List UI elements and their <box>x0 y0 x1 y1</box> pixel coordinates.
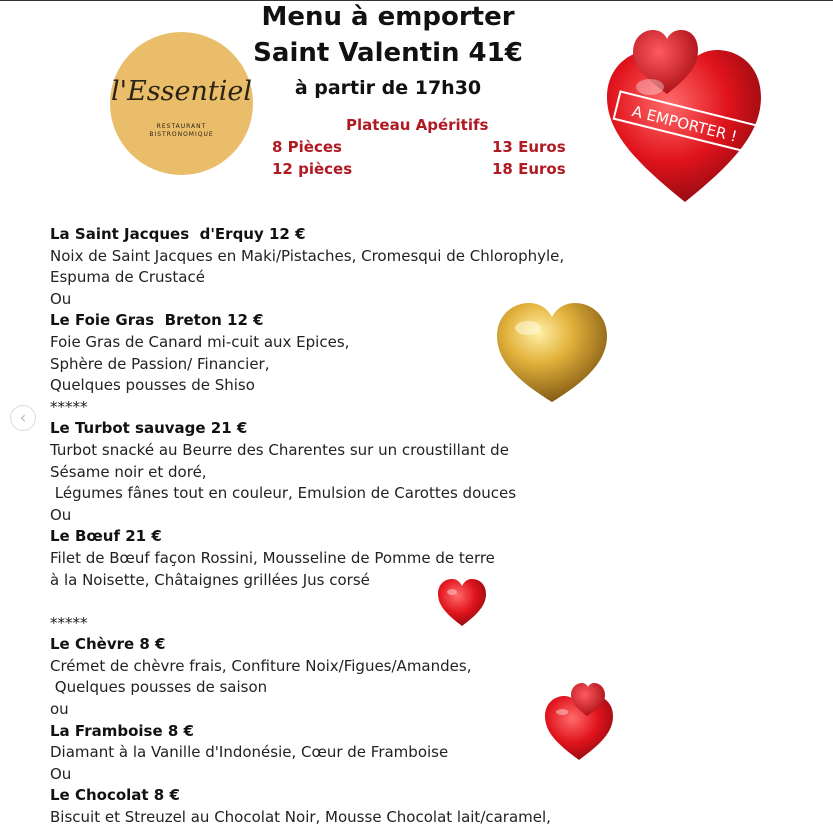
dish-title: Le Turbot sauvage 21 € <box>50 419 248 438</box>
menu-line: Ou <box>50 289 72 308</box>
menu-content <box>50 224 570 829</box>
menu-line: Foie Gras de Canard mi-cuit aux Epices, <box>50 332 350 351</box>
restaurant-logo <box>110 32 253 175</box>
menu-line: Crémet de chèvre frais, Confiture Noix/Figues/Amandes, <box>50 656 472 675</box>
menu-line: Quelques pousses de Shiso <box>50 376 255 395</box>
menu-line: Turbot snacké au Beurre des Charentes sur un croustillant de <box>50 440 509 459</box>
dish-title: Le Foie Gras Breton 12 € <box>50 311 264 330</box>
menu-line: Sphère de Passion/ Financier, <box>50 354 270 373</box>
menu-line: ou <box>50 700 69 719</box>
menu-line: Noix de Saint Jacques en Maki/Pistaches, Cromesqui de Chlorophyle, <box>50 246 565 265</box>
dish-title: Le Chèvre 8 € <box>50 635 166 654</box>
menu-line: Filet de Bœuf façon Rossini, Mousseline de Pomme de terre <box>50 548 495 567</box>
plateau-pieces-1: 8 Pièces <box>272 138 342 156</box>
plateau-pieces-2: 12 pièces <box>272 160 353 178</box>
plateau-title: Plateau Apéritifs <box>346 116 489 134</box>
sticker-text: A EMPORTER ! <box>630 102 739 146</box>
plateau-price-2: 18 Euros <box>492 160 566 178</box>
logo-subtitle <box>110 123 253 139</box>
menu-line: Ou <box>50 764 72 783</box>
menu-line: ***** <box>50 397 88 416</box>
menu-line: Espuma de Crustacé <box>50 268 205 287</box>
dish-title: La Framboise 8 € <box>50 721 194 740</box>
dish-title: Le Bœuf 21 € <box>50 527 162 546</box>
menu-line: ***** <box>50 613 88 632</box>
logo-name: l'Essentiel <box>111 76 252 107</box>
menu-time: à partir de 17h30 <box>294 77 482 99</box>
dish-title: Le Chocolat 8 € <box>50 786 180 805</box>
logo-sub-line2: BISTRONOMIQUE <box>149 131 214 138</box>
menu-line: Quelques pousses de saison <box>50 678 268 697</box>
carousel-prev-button[interactable] <box>10 405 36 431</box>
menu-line: Ou <box>50 505 72 524</box>
emporter-heart-sticker <box>605 22 765 202</box>
logo-sub-line1: RESTAURANT <box>156 123 207 130</box>
menu-line: Sésame noir et doré, <box>50 462 207 481</box>
chevron-left-icon: ‹ <box>19 408 27 428</box>
menu-line <box>50 591 570 613</box>
menu-subtitle: Saint Valentin 41€ <box>253 38 523 68</box>
top-border <box>0 0 833 1</box>
dish-title: La Saint Jacques d'Erquy 12 € <box>50 225 306 243</box>
plateau-price-1: 13 Euros <box>492 138 566 156</box>
menu-line: Diamant à la Vanille d'Indonésie, Cœur de Framboise <box>50 743 449 762</box>
menu-line: Légumes fânes tout en couleur, Emulsion de Carottes douces <box>50 484 517 503</box>
menu-line: à la Noisette, Châtaignes grillées Jus corsé <box>50 570 370 589</box>
menu-title: Menu à emporter <box>261 2 515 32</box>
menu-line: Biscuit et Streuzel au Chocolat Noir, Mousse Chocolat lait/caramel, <box>50 808 551 827</box>
